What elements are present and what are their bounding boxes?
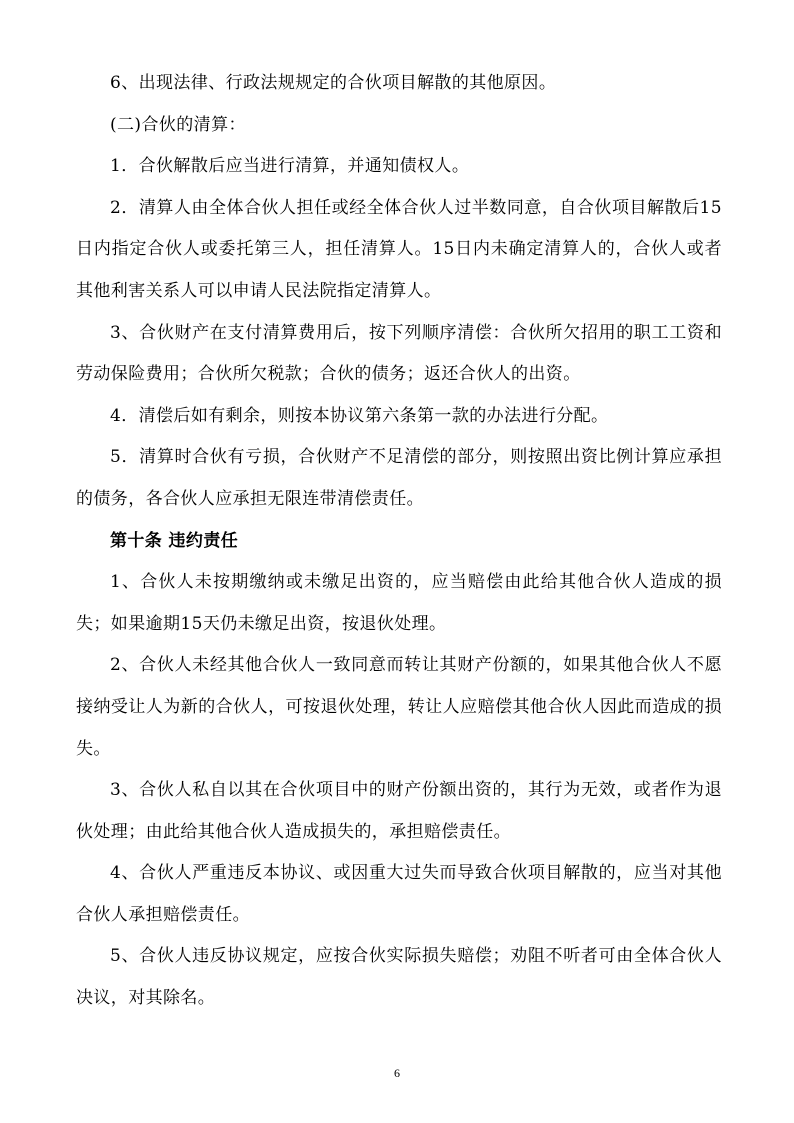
liability-item-4: 4、合伙人严重违反本协议、或因重大过失而导致合伙项目解散的，应当对其他合伙人承担赔偿责任。 <box>76 863 722 925</box>
article-10-heading: 第十条 违约责任 <box>110 530 239 551</box>
page-number: 6 <box>394 1066 400 1080</box>
liquidation-item-2: 2．清算人由全体合伙人担任或经全体合伙人过半数同意，自合伙项目解散后15日内指定合伙人或委托第三人，担任清算人。15日内未确定清算人的，合伙人或者其他利害关系人可以申请人民法院指定清算人。 <box>76 197 722 301</box>
liquidation-item-1: 1．合伙解散后应当进行清算，并通知债权人。 <box>110 156 470 177</box>
section-liquidation-title: (二)合伙的清算： <box>110 114 246 135</box>
liquidation-item-3: 3、合伙财产在支付清算费用后，按下列顺序清偿：合伙所欠招用的职工工资和劳动保险费用；合伙所欠税款；合伙的债务；返还合伙人的出资。 <box>76 322 722 385</box>
liability-item-5: 5、合伙人违反协议规定，应按合伙实际损失赔偿；劝阻不听者可由全体合伙人决议，对其除名。 <box>76 946 722 1009</box>
document-body <box>76 63 722 1020</box>
clause-item-6: 6、出现法律、行政法规规定的合伙项目解散的其他原因。 <box>110 73 557 93</box>
liquidation-item-4: 4．清偿后如有剩余，则按本协议第六条第一款的办法进行分配。 <box>110 405 609 426</box>
liability-item-3: 3、合伙人私自以其在合伙项目中的财产份额出资的，其行为无效，或者作为退伙处理；由此给其他合伙人造成损失的，承担赔偿责任。 <box>76 780 722 842</box>
liability-item-2: 2、合伙人未经其他合伙人一致同意而转让其财产份额的，如果其他合伙人不愿接纳受让人为新的合伙人，可按退伙处理，转让人应赔偿其他合伙人因此而造成的损失。 <box>76 655 722 759</box>
liquidation-item-5: 5．清算时合伙有亏损，合伙财产不足清偿的部分，则按照出资比例计算应承担的债务，各合伙人应承担无限连带清偿责任。 <box>76 447 722 509</box>
liability-item-1: 1、合伙人未按期缴纳或未缴足出资的，应当赔偿由此给其他合伙人造成的损失；如果逾期15天仍未缴足出资，按退伙处理。 <box>76 572 722 634</box>
